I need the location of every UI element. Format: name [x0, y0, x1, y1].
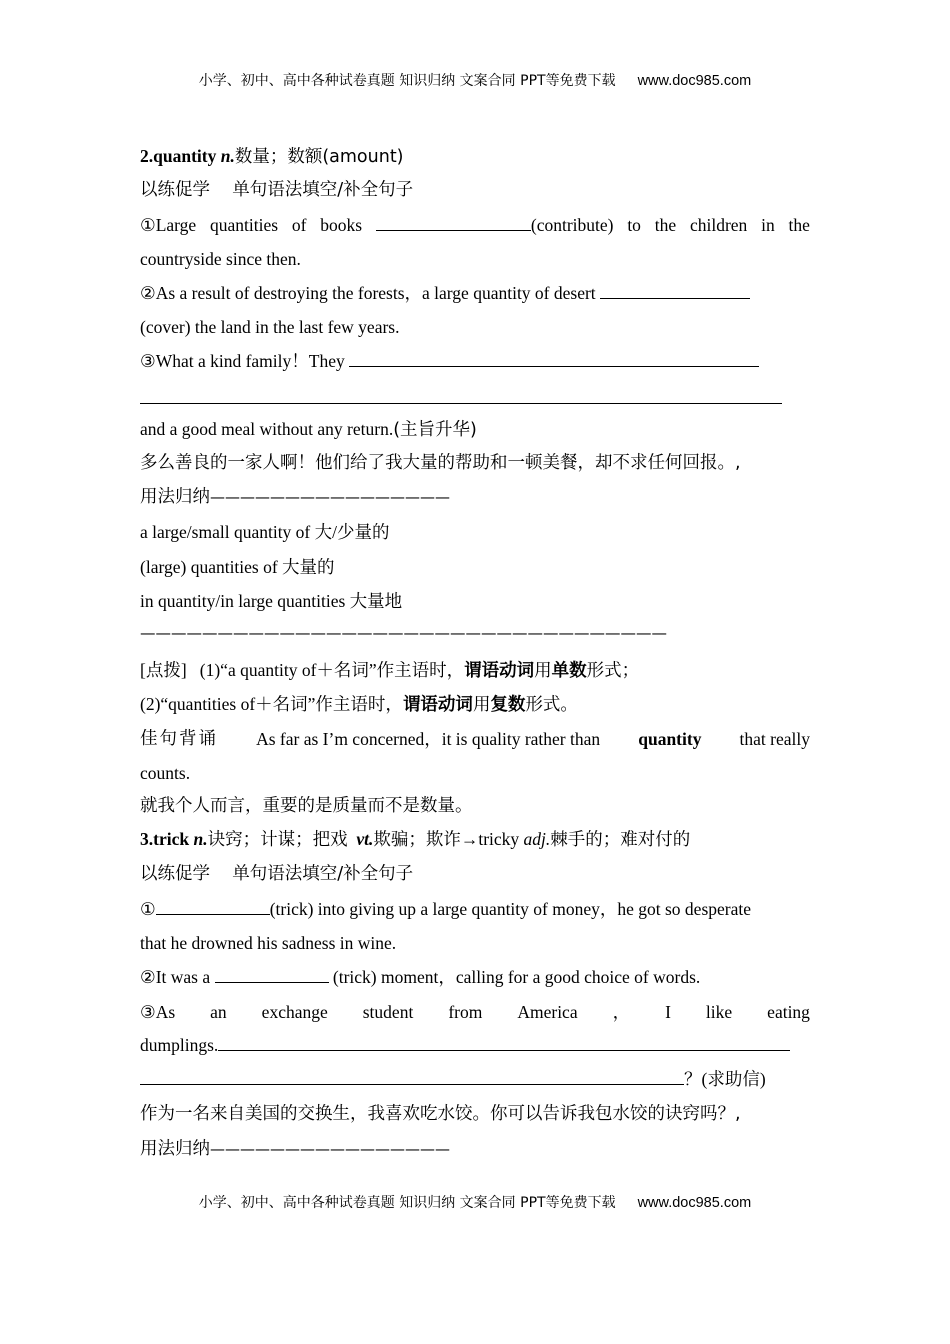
- s2-q1-w0: Large: [155, 215, 197, 235]
- s2-q3-start: ③What a kind family！They: [140, 351, 345, 371]
- s2-q1-num: ①: [140, 215, 156, 235]
- s2-q3-tag: (主旨升华): [393, 420, 477, 440]
- s3-q1-line2: that he drowned his sadness in wine.: [140, 933, 397, 953]
- s2-tip2-c: 用: [472, 695, 491, 715]
- s2-tip1-a: (1)“a quantity of＋名词”作主语时，: [199, 660, 465, 680]
- s3-q3-line1: [140, 1001, 810, 1023]
- s3-q1-blank[interactable]: [156, 900, 270, 915]
- s3-q3-w4: from: [448, 1002, 483, 1022]
- s2-tip1-e: 形式；: [586, 661, 640, 681]
- s2-tip1-b: 谓语动词: [464, 661, 535, 681]
- s3-q3-blank-1[interactable]: [218, 1036, 790, 1051]
- s2-usage-2: (large) quantities of 大量的: [140, 557, 335, 577]
- s2-pos: n.: [220, 146, 235, 166]
- s2-sentence-a: As far as I’m concerned，it is quality rather than: [256, 729, 601, 749]
- s3-practice-label: 以练促学: [140, 864, 210, 884]
- s2-sentence-bold: quantity: [638, 729, 702, 749]
- s2-usage-1: a large/small quantity of 大/少量的: [140, 522, 390, 542]
- s3-usage-label: 用法归纳: [140, 1139, 210, 1159]
- s2-q3-end: and a good meal without any return.: [140, 419, 394, 439]
- s3-q2-blank[interactable]: [215, 968, 329, 983]
- s2-practice-label: 以练促学: [140, 180, 210, 200]
- footer-text: 小学、初中、高中各种试卷真题 知识归纳 文案合同 PPT等免费下载: [198, 1195, 616, 1211]
- s3-q3-translation: 作为一名来自美国的交换生，我喜欢吃水饺。你可以告诉我包水饺的诀窍吗？,: [140, 1104, 741, 1124]
- s3-q2-line: [140, 966, 810, 988]
- s3-q3-w8: like: [705, 1002, 733, 1022]
- s2-q1-t1: to: [627, 215, 641, 235]
- header-text: 小学、初中、高中各种试卷真题 知识归纳 文案合同 PPT等免费下载: [198, 73, 616, 89]
- s3-usage-dashes: ————————————————: [210, 1140, 450, 1158]
- s2-q1-blank[interactable]: [376, 216, 531, 231]
- s3-q1-line1: [140, 898, 810, 920]
- s3-q3-line2: [140, 1034, 810, 1056]
- s2-q1-t2: the: [654, 215, 677, 235]
- s2-q1-t4: in: [761, 215, 775, 235]
- s2-q3-translation: 多么善良的一家人啊！他们给了我大量的帮助和一顿美餐，却不求任何回报。,: [140, 453, 741, 473]
- s2-tip2-a: (2)“quantities of＋名词”作主语时，: [140, 694, 403, 714]
- s2-q3-blank-1[interactable]: [349, 352, 759, 367]
- s3-pos2: vt.: [356, 829, 374, 849]
- s2-q2-blank[interactable]: [600, 284, 750, 299]
- s3-q3-w3: student: [362, 1002, 414, 1022]
- s2-q1-blank-group: [376, 214, 614, 236]
- s2-sentence-translation: 就我个人而言，重要的是质量而不是数量。: [140, 796, 473, 816]
- s2-tip-label: [点拨]: [140, 660, 187, 680]
- footer-url[interactable]: www.doc985.com: [637, 1195, 752, 1211]
- s2-sentence-line1: [140, 728, 810, 750]
- s2-title: [140, 145, 810, 168]
- s2-num: 2.: [140, 146, 154, 166]
- s3-practice-heading: [140, 863, 810, 885]
- s3-q3-line3: [140, 1068, 810, 1090]
- s2-end-dashes: ——————————————————————————————————: [140, 624, 667, 642]
- s2-tip2-b: 谓语动词: [402, 695, 473, 715]
- s2-tip1-c: 用: [534, 661, 552, 681]
- s2-q3-blank-2[interactable]: [140, 403, 782, 404]
- s2-practice-type: 单句语法填空/补全句子: [232, 180, 414, 200]
- s3-usage-heading: [140, 1138, 810, 1160]
- s2-q1-t0: (contribute): [530, 215, 614, 235]
- s2-q1-t5: the: [788, 215, 810, 235]
- s3-q3-start: dumplings.: [140, 1035, 219, 1055]
- s3-q1-num: ①: [140, 899, 156, 919]
- s3-title: [140, 828, 810, 851]
- s2-usage-3: in quantity/in large quantities 大量地: [140, 591, 403, 611]
- s3-derived-meaning: 棘手的；难对付的: [550, 830, 691, 850]
- s2-tip-1: [140, 659, 810, 682]
- page-footer: [0, 1192, 950, 1212]
- s3-q3-w9: eating: [767, 1002, 810, 1022]
- s2-q1-line2: countryside since then.: [140, 249, 301, 269]
- s2-tip2-e: 形式。: [525, 695, 578, 715]
- s2-usage-heading: [140, 486, 810, 508]
- s3-practice-type: 单句语法填空/补全句子: [232, 864, 414, 884]
- s3-meaning2: 欺骗；欺诈: [373, 830, 461, 850]
- s2-q2-line1: [140, 282, 810, 304]
- s2-q1-start: [140, 214, 196, 236]
- s3-derived-pos: adj.: [523, 829, 551, 849]
- s2-sentence-line2: counts.: [140, 763, 191, 783]
- s3-arrow-icon: →: [460, 829, 479, 849]
- s3-num: 3.: [140, 829, 154, 849]
- s2-q1-w2: of: [291, 215, 307, 235]
- header-url[interactable]: www.doc985.com: [637, 73, 752, 89]
- s3-q2-rest: (trick) moment，calling for a good choice of words.: [332, 967, 701, 987]
- s2-sentence-b: that really: [739, 729, 810, 749]
- s3-derived: tricky: [478, 829, 520, 849]
- s2-q1-t3: children: [689, 215, 748, 235]
- s2-q2-start: ②As a result of destroying the forests，a large quantity of desert: [140, 283, 596, 303]
- s2-word: quantity: [153, 146, 217, 166]
- s2-tip2-d: 复数: [490, 695, 526, 715]
- s2-q2-line2: (cover) the land in the last few years.: [140, 317, 400, 337]
- s2-q3-line3: [140, 418, 810, 441]
- s2-practice-heading: [140, 179, 810, 201]
- s3-q2-start: ②It was a: [140, 967, 211, 987]
- s2-meaning: 数量；数额(amount): [234, 147, 404, 167]
- s3-q3-w1: an: [210, 1002, 227, 1022]
- s3-q1-rest: (trick) into giving up a large quantity of money，he got so desperate: [269, 899, 751, 919]
- s2-usage-label: 用法归纳: [140, 487, 210, 507]
- s3-q3-tail: ？(求助信): [684, 1069, 766, 1089]
- s2-q3-line1: [140, 350, 810, 372]
- s2-tip1-d: 单数: [551, 661, 587, 681]
- s3-q3-w7: I: [665, 1002, 671, 1022]
- s2-q1-w3: books: [320, 215, 363, 235]
- s3-word: trick: [153, 829, 190, 849]
- s3-q3-w0: ③As: [140, 1002, 176, 1022]
- s3-q3-w2: exchange: [261, 1002, 328, 1022]
- s2-q1-w1: quantities: [210, 215, 279, 235]
- s3-meaning1: 诀窍；计谋；把戏: [207, 830, 348, 850]
- s2-sentence-label: 佳句背诵: [140, 729, 218, 749]
- page-header: [0, 70, 950, 90]
- s3-pos: n.: [193, 829, 208, 849]
- s3-q3-blank-2[interactable]: [140, 1070, 684, 1085]
- s2-usage-dashes: ————————————————: [210, 488, 450, 506]
- s3-q3-w5: America: [517, 1002, 578, 1022]
- s3-q3-w6: ，: [612, 1002, 631, 1022]
- s2-tip-2: [140, 693, 810, 716]
- s2-q1-line1: [140, 214, 810, 236]
